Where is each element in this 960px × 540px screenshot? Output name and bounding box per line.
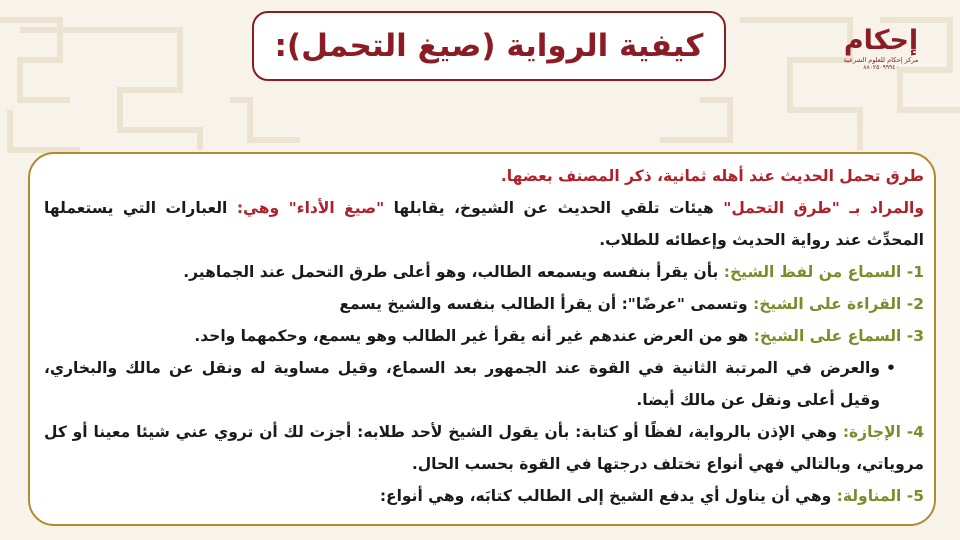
definition-prefix: والمراد بـ	[839, 199, 924, 217]
item-label: 5- المناولة:	[836, 487, 924, 505]
item-text: وتسمى "عرضًا": أن يقرأ الطالب بنفسه والشيخ يسمع	[339, 295, 754, 313]
item-label: 4- الإجازة:	[842, 423, 924, 441]
title-box	[252, 11, 726, 81]
item-label: 1- السماع من لفظ الشيخ:	[723, 263, 924, 281]
definition-term2: "صيغ الأداء" وهي:	[236, 199, 385, 217]
definition-paragraph	[44, 192, 924, 256]
definition-rest: العبارات التي يستعملها المحدِّث عند رواية الحديث وإعطائه للطلاب.	[44, 199, 924, 249]
item-text: وهي الإذن بالرواية، لفظًا أو كتابة: بأن يقول الشيخ لأحد طلابه: أجزت لك أن تروي عني شيئا معينا أو كل مروياتي، وبالتالي فهي أنواع تختلف درجتها في القوة بحسب الحال.	[44, 423, 924, 473]
logo	[845, 26, 917, 90]
list-item-3	[44, 320, 924, 352]
item-label: 2- القراءة على الشيخ:	[753, 295, 924, 313]
content-body	[44, 160, 924, 512]
bullet-text: والعرض في المرتبة الثانية في القوة عند الجمهور بعد السماع، وقيل مساوية له ونقل عن مالك والبخاري، وقيل أعلى ونقل عن مالك أيضا.	[44, 359, 880, 409]
bullet-symbol: •	[886, 359, 896, 377]
item-text: بأن يقرأ بنفسه ويسمعه الطالب، وهو أعلى طرق التحمل عند الجماهير.	[183, 263, 724, 281]
list-item-5	[44, 480, 924, 512]
page-title: كيفية الرواية (صيغ التحمل):	[274, 28, 704, 64]
list-item-2	[44, 288, 924, 320]
list-item-1	[44, 256, 924, 288]
logo-phone: ٨٨٠٢٥٠٩٩٩٤٠	[863, 64, 899, 71]
definition-middle: هيئات تلقي الحديث عن الشيوخ، يقابلها	[384, 199, 724, 217]
definition-term: "طرق التحمل"	[723, 199, 840, 217]
item-text: وهي أن يناول أي يدفع الشيخ إلى الطالب كتابَه، وهي أنواع:	[379, 487, 837, 505]
logo-subtitle: مركز إحكام للعلوم الشرعية	[843, 56, 919, 64]
bullet-item	[44, 352, 924, 416]
intro-line: طرق تحمل الحديث عند أهله ثمانية، ذكر المصنف بعضها.	[500, 167, 924, 185]
item-label: 3- السماع على الشيخ:	[753, 327, 924, 345]
list-item-4	[44, 416, 924, 480]
logo-word: إحكام	[843, 25, 919, 56]
item-text: هو من العرض عندهم غير أنه يقرأ غير الطالب وهو يسمع، وحكمهما واحد.	[194, 327, 754, 345]
